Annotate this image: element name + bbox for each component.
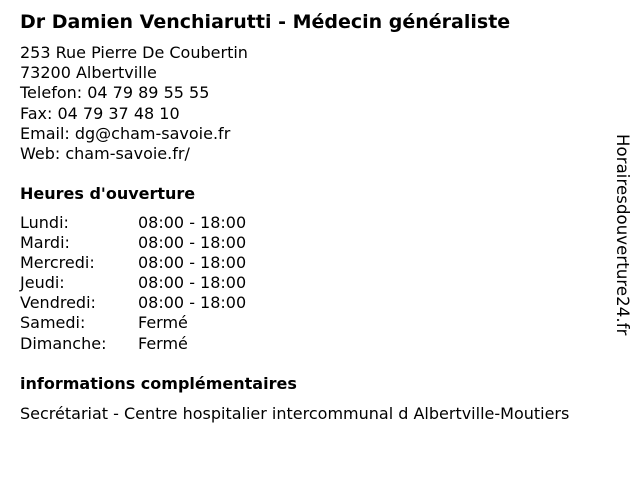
page-title: Dr Damien Venchiarutti - Médecin généraliste [20,11,511,33]
hours-row-friday [20,293,320,313]
additional-info-heading: informations complémentaires [20,374,297,393]
hours-row-thursday [20,273,320,293]
day-hours: Fermé [138,313,188,333]
hours-row-sunday [20,334,320,354]
hours-row-saturday [20,313,320,333]
day-label: Vendredi: [20,293,96,313]
site-watermark [611,134,633,346]
day-hours: Fermé [138,333,188,353]
hours-row-monday [20,213,320,233]
opening-hours-heading: Heures d'ouverture [20,184,196,203]
day-hours: 08:00 - 18:00 [138,213,247,232]
day-label: Lundi: [20,213,69,232]
hours-row-wednesday [20,253,320,273]
day-label: Jeudi: [20,273,65,293]
day-label: Samedi: [20,313,86,333]
contact-block [20,43,248,164]
additional-info-text: Secrétariat - Centre hospitalier intercommunal d Albertville-Moutiers [20,404,570,423]
day-hours: 08:00 - 18:00 [138,233,247,253]
email-address: Email: dg@cham-savoie.fr [20,123,231,143]
phone-number: Telefon: 04 79 89 55 55 [20,83,210,103]
day-label: Mardi: [20,233,70,253]
address-city: 73200 Albertville [20,63,157,83]
day-label: Mercredi: [20,253,95,273]
hours-row-tuesday [20,233,320,253]
day-label: Dimanche: [20,333,107,353]
day-hours: 08:00 - 18:00 [138,273,247,293]
fax-number: Fax: 04 79 37 48 10 [20,103,180,123]
website: Web: cham-savoie.fr/ [20,143,190,163]
day-hours: 08:00 - 18:00 [138,293,247,313]
opening-hours-table [20,213,320,354]
watermark-text: Horairesdouverture24.fr [613,134,632,336]
address-street: 253 Rue Pierre De Coubertin [20,43,248,62]
day-hours: 08:00 - 18:00 [138,253,247,273]
